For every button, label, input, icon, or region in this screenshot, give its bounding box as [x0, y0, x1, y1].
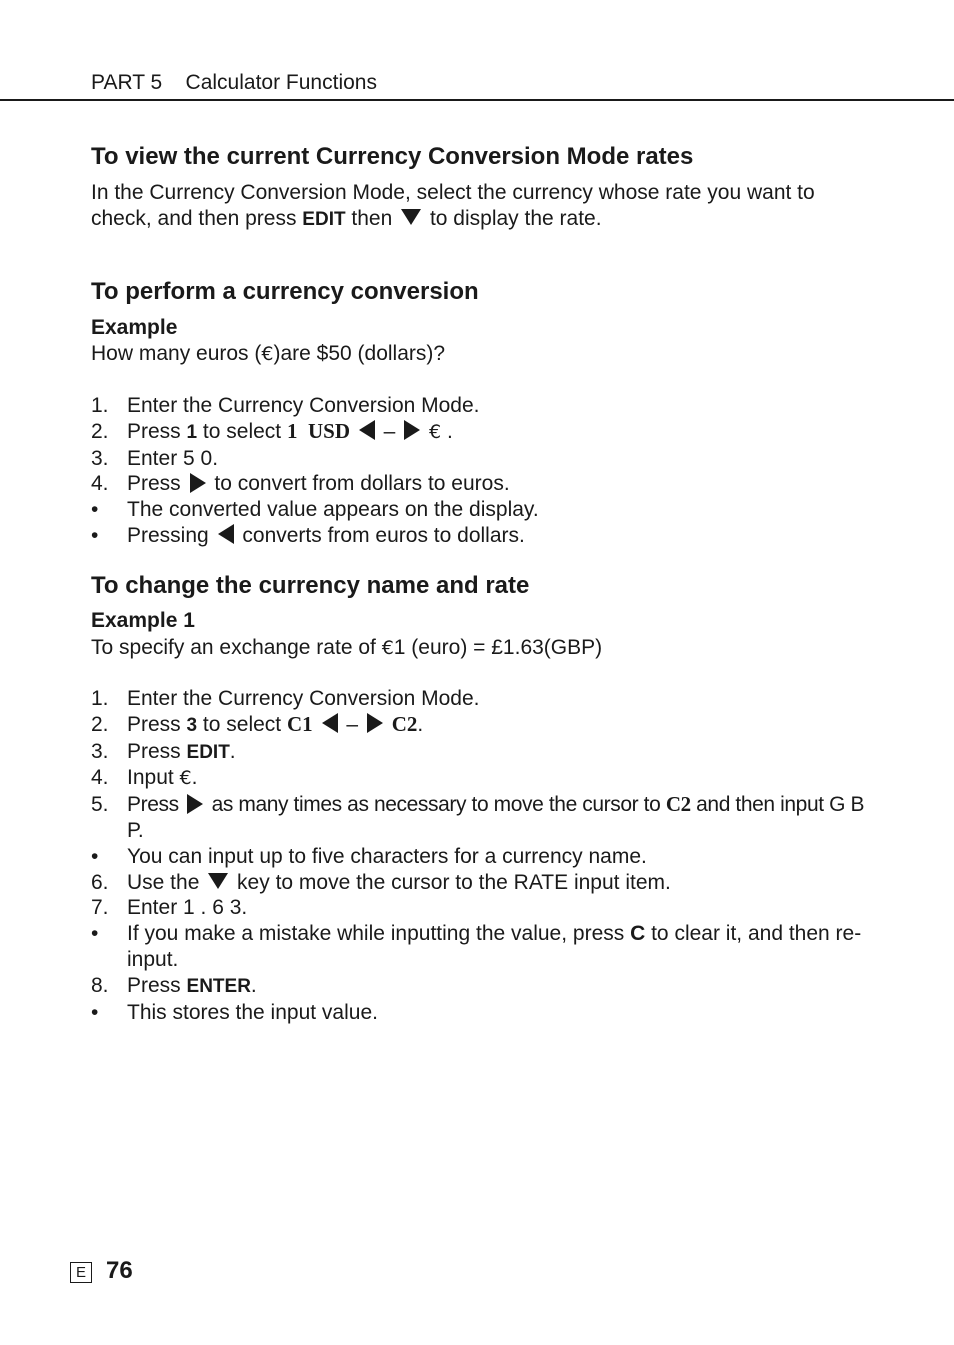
- display-c2: C2: [391, 711, 418, 736]
- list-item: 6. Use the key to move the cursor to the RATE input item.: [91, 870, 671, 894]
- language-marker: E: [70, 1262, 92, 1283]
- list-item: 2. Press 3 to select C1 – C2.: [91, 711, 424, 736]
- example-1-intro: To specify an exchange rate of €1 (euro) = £1.63(GBP): [91, 636, 603, 659]
- list-item: • If you make a mistake while inputting the value, press C to clear it, and then re-input.: [91, 922, 862, 971]
- page-number: 76: [106, 1257, 133, 1284]
- header-title: Calculator Functions: [185, 71, 377, 94]
- list-item: 7. Enter 1 . 6 3.: [91, 896, 248, 920]
- euro-symbol: €: [381, 637, 394, 659]
- c-key: C: [630, 922, 646, 946]
- list-item: • This stores the input value.: [91, 1000, 378, 1024]
- list-item: • Pressing converts from euros to dollars.: [91, 523, 525, 547]
- display-usd: 1 USD: [286, 418, 350, 443]
- right-triangle-icon: [367, 713, 383, 733]
- right-triangle-icon: [190, 473, 206, 493]
- list-item: 4. Input €.: [91, 766, 198, 790]
- enter-key: ENTER: [186, 975, 251, 997]
- right-triangle-icon: [187, 794, 203, 814]
- list-item: • You can input up to five characters for a currency name.: [91, 844, 647, 868]
- left-triangle-icon: [218, 524, 234, 544]
- example-question: How many euros (€)are $50 (dollars)?: [91, 342, 446, 365]
- key-1: 1: [186, 421, 198, 443]
- list-item: • The converted value appears on the display.: [91, 498, 539, 522]
- euro-symbol: €: [429, 420, 442, 443]
- euro-symbol: €: [179, 767, 192, 790]
- change-name-steps: [91, 686, 881, 1025]
- example-1-label: Example 1: [91, 609, 195, 632]
- display-c2: C2: [665, 792, 691, 817]
- key-3: 3: [186, 714, 198, 736]
- euro-symbol: €: [261, 343, 274, 365]
- list-item: 4. Press to convert from dollars to euros.: [91, 472, 510, 496]
- list-item: 2. Press 1 to select 1 USD – € .: [91, 418, 453, 443]
- list-item: 8. Press ENTER.: [91, 973, 257, 997]
- section-view-rates-paragraph: In the Currency Conversion Mode, select the currency whose rate you want to check, and then press EDIT then to display the rate.: [91, 181, 815, 230]
- conversion-steps: [91, 393, 881, 549]
- section-change-name-heading: To change the currency name and rate: [91, 572, 530, 599]
- edit-key: EDIT: [186, 741, 230, 763]
- list-item: 3. Press EDIT.: [91, 739, 236, 763]
- list-item: 1. Enter the Currency Conversion Mode.: [91, 394, 480, 417]
- display-c1: C1: [286, 711, 313, 736]
- edit-key: EDIT: [302, 208, 346, 230]
- left-triangle-icon: [322, 713, 338, 733]
- header-rule: [0, 99, 954, 101]
- list-item: 5. Press as many times as necessary to move the cursor to C2 and then input G B P.: [91, 792, 865, 842]
- section-conversion-heading: To perform a currency conversion: [91, 278, 479, 305]
- page-header: [91, 70, 377, 96]
- example-label: Example: [91, 316, 178, 339]
- header-part: PART 5: [91, 71, 163, 94]
- section-view-rates-heading: To view the current Currency Conversion Mode rates: [91, 143, 694, 170]
- down-triangle-icon: [401, 209, 421, 225]
- down-triangle-icon: [208, 873, 228, 889]
- list-item: 1. Enter the Currency Conversion Mode.: [91, 687, 480, 710]
- left-triangle-icon: [359, 420, 375, 440]
- right-triangle-icon: [404, 420, 420, 440]
- list-item: 3. Enter 5 0.: [91, 446, 219, 470]
